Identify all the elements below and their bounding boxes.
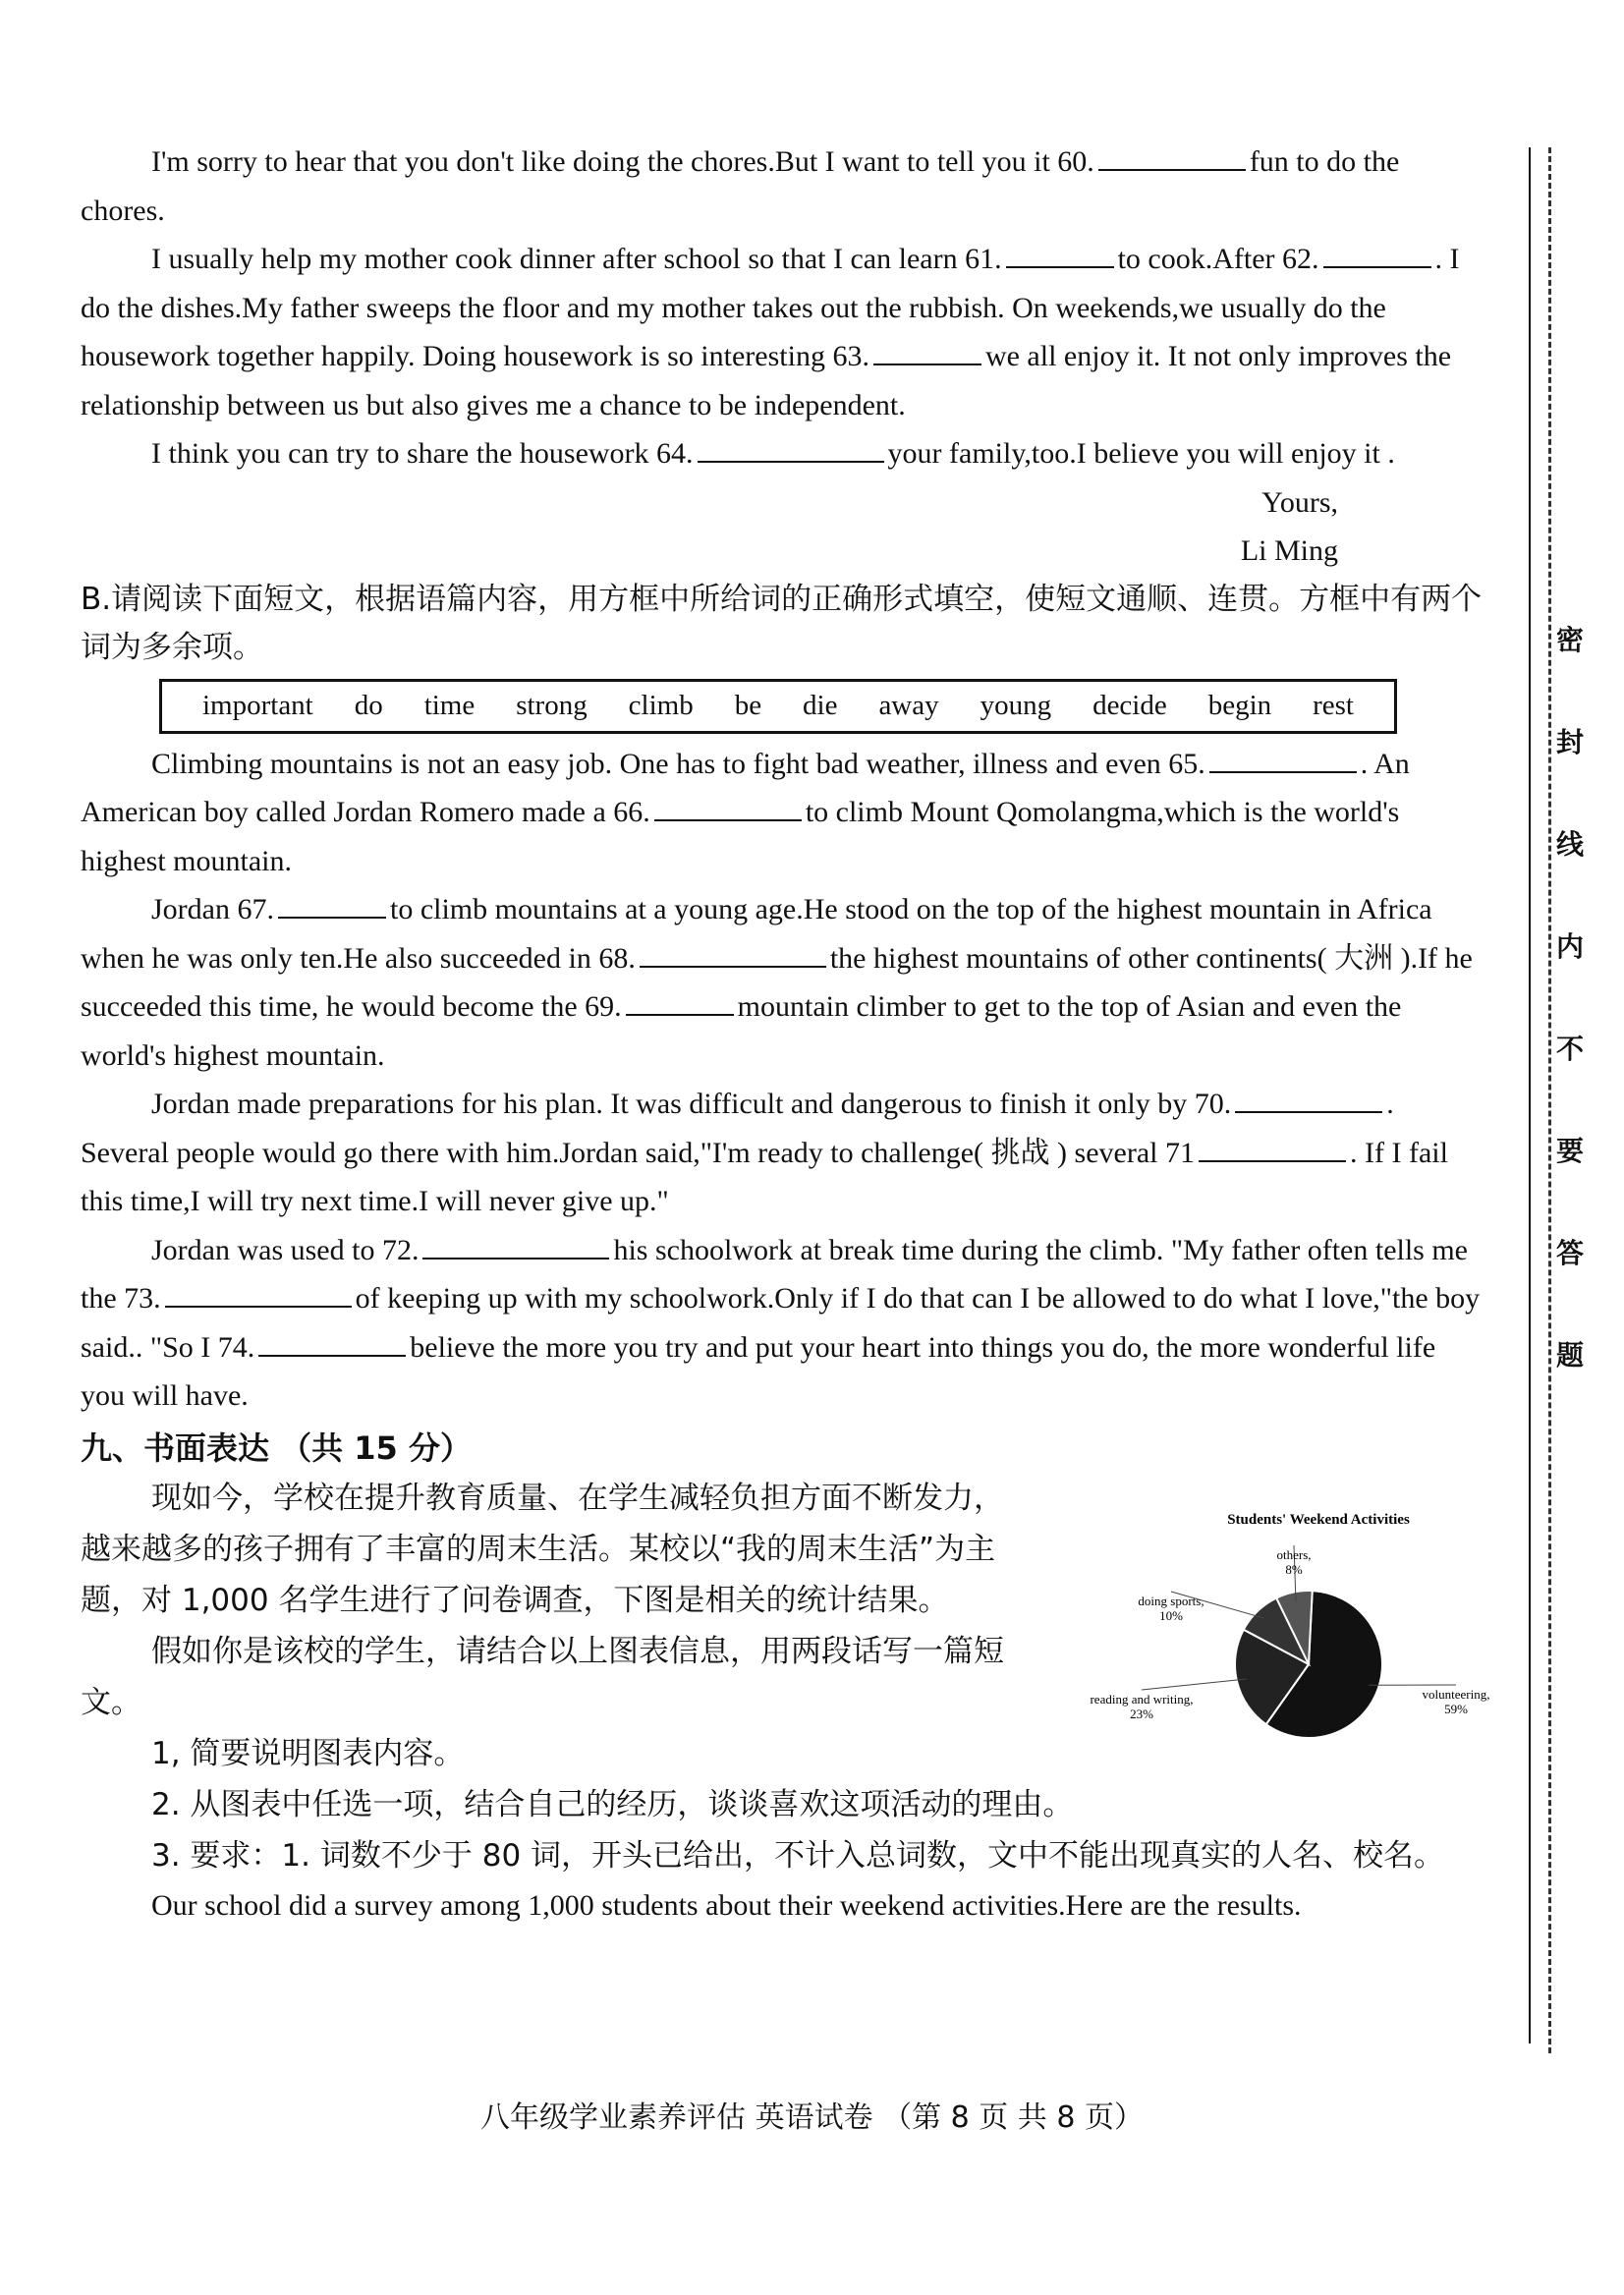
text: your family,too.I believe you will enjoy it . bbox=[887, 437, 1395, 470]
margin-rule bbox=[1529, 147, 1531, 2043]
seal-line-char: 要 bbox=[1556, 1135, 1585, 1167]
text: the highest mountains of other continents( 大洲 ).If he succeeded this time, he would become the 69. bbox=[81, 941, 1473, 1023]
seal-line-char: 密 bbox=[1556, 624, 1585, 656]
requirement-3: 3. 要求：1. 词数不少于 80 词，开头已给出，不计入总词数，文中不能出现真实的人名、校名。 bbox=[151, 1838, 1445, 1874]
essay-section bbox=[81, 1473, 1490, 1728]
passage-paragraph-2 bbox=[81, 885, 1485, 1080]
word-box-item: decide bbox=[1092, 689, 1167, 721]
text: . An American boy called Jordan Romero made a 66. bbox=[81, 747, 1410, 828]
seal-line-char: 不 bbox=[1556, 1033, 1585, 1065]
slice-label: others, bbox=[1276, 1547, 1312, 1562]
text: his schoolwork at break time during the climb. "My father often tells me the 73. bbox=[81, 1233, 1468, 1315]
word-box-item: strong bbox=[516, 689, 588, 721]
requirement-2: 2. 从图表中任选一项，结合自己的经历，谈谈喜欢这项活动的理由。 bbox=[151, 1787, 1074, 1822]
blank-65[interactable] bbox=[1209, 742, 1357, 773]
word-box-item: time bbox=[423, 689, 476, 721]
text: I usually help my mother cook dinner after school so that I can learn 61. bbox=[151, 243, 1002, 275]
exam-content bbox=[81, 138, 1490, 1931]
text: Jordan made preparations for his plan. It was difficult and dangerous to finish it only by 70. bbox=[151, 1088, 1232, 1120]
text: to climb Mount Qomolangma,which is the world's highest mountain. bbox=[81, 796, 1400, 877]
slice-value-label: 10% bbox=[1159, 1608, 1183, 1623]
blank-60[interactable] bbox=[1098, 140, 1246, 171]
chart-title: Students' Weekend Activities bbox=[1227, 1512, 1410, 1528]
slice-label: reading and writing, bbox=[1090, 1692, 1194, 1707]
seal-line-notice bbox=[1556, 619, 1584, 1436]
seal-line-char: 答 bbox=[1556, 1237, 1585, 1269]
pie-chart-svg bbox=[1083, 1502, 1495, 1787]
text: . If I fail this time,I will try next time.I will never give up." bbox=[81, 1136, 1448, 1217]
letter-signature bbox=[81, 478, 1485, 576]
blank-70[interactable] bbox=[1235, 1082, 1382, 1113]
blank-69[interactable] bbox=[626, 984, 734, 1016]
text: to cook.After 62. bbox=[1117, 243, 1319, 275]
text: to climb mountains at a young age.He stood on the top of the highest mountain in Africa when he was only ten.He also succeeded in 68. bbox=[81, 893, 1432, 975]
slice-value-label: 8% bbox=[1285, 1562, 1303, 1577]
passage-paragraph-4 bbox=[81, 1226, 1485, 1421]
text: Jordan was used to 72. bbox=[151, 1233, 420, 1266]
word-box-item: young bbox=[980, 689, 1052, 721]
word-box-item: rest bbox=[1313, 689, 1354, 721]
word-box-item: do bbox=[354, 689, 383, 721]
slice-label: volunteering, bbox=[1422, 1687, 1490, 1702]
blank-66[interactable] bbox=[654, 790, 802, 821]
text: mountain climber to get to the top of Asian and even the world's highest mountain. bbox=[81, 990, 1402, 1072]
seal-line-char: 题 bbox=[1556, 1339, 1585, 1371]
text: Jordan 67. bbox=[151, 893, 274, 925]
requirement-1: 1, 简要说明图表内容。 bbox=[151, 1736, 465, 1771]
word-box-item: die bbox=[803, 689, 838, 721]
blank-73[interactable] bbox=[165, 1276, 352, 1308]
text: fun to do the chores. bbox=[81, 145, 1400, 227]
word-box-item: begin bbox=[1207, 689, 1272, 721]
pie-chart bbox=[1083, 1502, 1495, 1787]
slice-value-label: 59% bbox=[1444, 1702, 1468, 1716]
essay-starter: Our school did a survey among 1,000 students about their weekend activities.Here are the results. bbox=[151, 1889, 1302, 1922]
slice-value-label: 23% bbox=[1130, 1707, 1153, 1721]
binding-margin bbox=[1540, 147, 1585, 2053]
text: of keeping up with my schoolwork.Only if I do that can I be allowed to do what I love,"the boy said.. "So I 74. bbox=[81, 1282, 1481, 1364]
text: we all enjoy it. It not only improves the relationship between us but also gives me a chance to be independent. bbox=[81, 340, 1452, 421]
text: Climbing mountains is not an easy job. One has to fight bad weather, illness and even 65. bbox=[151, 747, 1205, 780]
blank-74[interactable] bbox=[258, 1325, 406, 1357]
passage-paragraph-3 bbox=[81, 1080, 1485, 1226]
leader-line bbox=[1142, 1679, 1247, 1690]
blank-71[interactable] bbox=[1199, 1131, 1346, 1162]
page-footer: 八年级学业素养评估 英语试卷 （第 8 页 共 8 页） bbox=[480, 2100, 1144, 2135]
blank-63[interactable] bbox=[873, 334, 981, 365]
letter-paragraph-2 bbox=[81, 235, 1485, 429]
text: believe the more you try and put your heart into things you do, the more wonderful life you will have. bbox=[81, 1330, 1436, 1412]
blank-64[interactable] bbox=[698, 431, 884, 463]
word-box-item: climb bbox=[628, 689, 694, 721]
section-b-instruction: B.请阅读下面短文，根据语篇内容，用方框中所给词的正确形式填空，使短文通顺、连贯。方框中有两个词为多余项。 bbox=[81, 581, 1483, 665]
letter-paragraph-1 bbox=[81, 138, 1485, 235]
word-box bbox=[159, 679, 1397, 734]
section-9-title: 九、书面表达 （共 15 分） bbox=[81, 1428, 472, 1467]
text: I think you can try to share the housework 64. bbox=[151, 437, 694, 470]
blank-72[interactable] bbox=[422, 1228, 609, 1259]
blank-61[interactable] bbox=[1006, 237, 1114, 268]
seal-line-char: 线 bbox=[1556, 828, 1585, 861]
blank-67[interactable] bbox=[278, 887, 386, 919]
word-box-item: be bbox=[734, 689, 762, 721]
seal-line-char: 封 bbox=[1556, 726, 1585, 758]
word-box-item: important bbox=[201, 689, 313, 721]
dashed-seal-line bbox=[1548, 147, 1551, 2053]
text: . I do the dishes.My father sweeps the floor and my mother takes out the rubbish. On weekends,we usually do the housework together happily. Doing housework is so interesting 63. bbox=[81, 243, 1460, 372]
closing: Yours, bbox=[1261, 485, 1338, 519]
seal-line-char: 内 bbox=[1556, 930, 1585, 963]
letter-paragraph-3 bbox=[81, 429, 1485, 478]
essay-prompt bbox=[81, 1473, 1024, 1728]
passage-paragraph-1 bbox=[81, 740, 1485, 886]
blank-68[interactable] bbox=[640, 936, 826, 968]
essay-paragraph-2: 假如你是该校的学生，请结合以上图表信息，用两段话写一篇短文。 bbox=[81, 1634, 1004, 1720]
blank-62[interactable] bbox=[1323, 237, 1431, 268]
text: I'm sorry to hear that you don't like doing the chores.But I want to tell you it 60. bbox=[151, 145, 1094, 178]
signature-name: Li Ming bbox=[1240, 534, 1338, 567]
essay-paragraph-1: 现如今，学校在提升教育质量、在学生减轻负担方面不断发力，越来越多的孩子拥有了丰富的周末生活。某校以“我的周末生活”为主题，对 1,000 名学生进行了问卷调查，下图是相关的统计结果。 bbox=[81, 1481, 1004, 1618]
slice-label: doing sports, bbox=[1138, 1594, 1204, 1608]
text: . Several people would go there with him.Jordan said,"I'm ready to challenge( 挑战 ) several 71 bbox=[81, 1088, 1394, 1169]
word-box-item: away bbox=[878, 689, 939, 721]
